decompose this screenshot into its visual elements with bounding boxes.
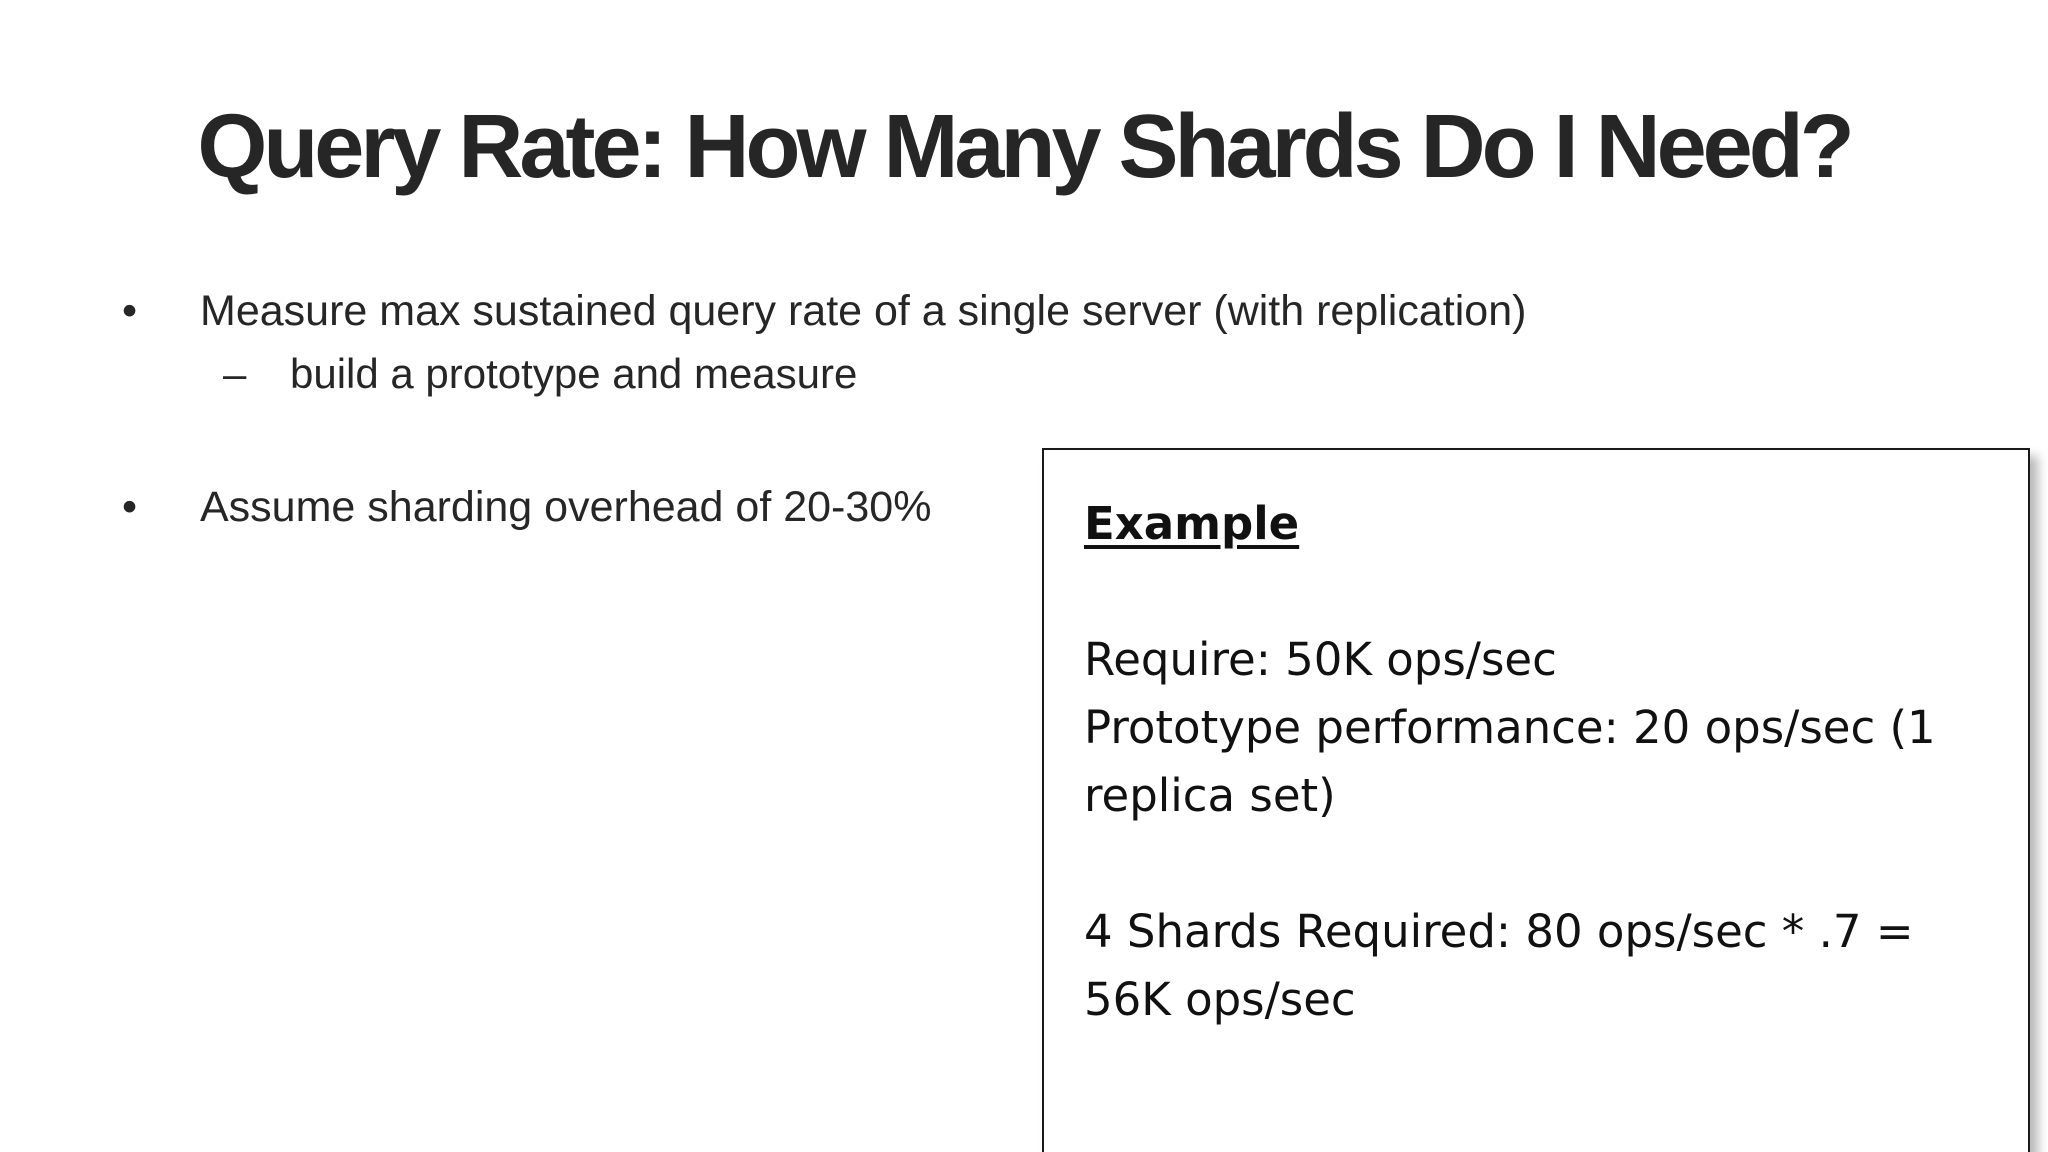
example-prototype-line-2: replica set): [1084, 769, 1336, 822]
bullet-item: [0, 284, 2048, 338]
example-shards-line-2: 56K ops/sec: [1084, 973, 1356, 1026]
example-require: Require: 50K ops/sec: [1084, 633, 1557, 686]
example-heading: Example: [1084, 497, 1300, 550]
slide-title: Query Rate: How Many Shards Do I Need?: [197, 97, 1851, 197]
sub-bullet-text: build a prototype and measure: [290, 350, 858, 397]
example-prototype-line-1: Prototype performance: 20 ops/sec (1: [1084, 701, 1936, 754]
bullet-marker: •: [122, 483, 138, 531]
sub-bullet-item: [0, 348, 2048, 400]
spacer: [1084, 558, 1988, 626]
spacer: [1084, 830, 1988, 898]
bullet-item: [0, 480, 1030, 534]
bullet-text: Assume sharding overhead of 20-30%: [200, 483, 932, 531]
sub-bullet-marker: –: [223, 350, 247, 397]
example-shards-line-1: 4 Shards Required: 80 ops/sec * .7 =: [1084, 905, 1914, 958]
bullet-text: Measure max sustained query rate of a single server (with replication): [200, 287, 1527, 335]
bullet-marker: •: [122, 287, 138, 335]
example-content: [1084, 490, 1988, 1034]
example-box: [1042, 448, 2030, 1152]
